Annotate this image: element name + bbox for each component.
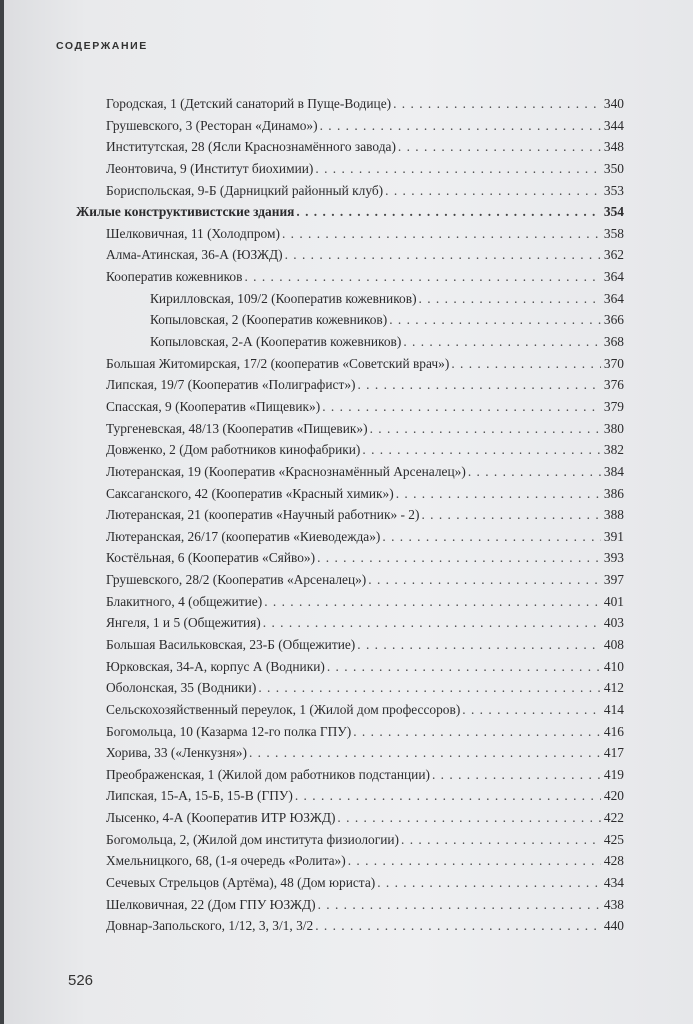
- toc-entry: [106, 397, 624, 417]
- toc-entry-page: 358: [603, 225, 624, 241]
- dot-leader: [389, 310, 601, 330]
- toc-entry: [106, 592, 624, 612]
- toc-entry-title: Большая Житомирская, 17/2 (кооператив «Советский врач»): [106, 355, 450, 371]
- toc-entry-title: Копыловская, 2-А (Кооператив кожевников): [150, 334, 402, 350]
- toc-entry-page: 379: [603, 398, 624, 414]
- toc-entry: [106, 635, 624, 655]
- dot-leader: [322, 397, 601, 417]
- toc-entry: [106, 505, 624, 525]
- toc-entry: [106, 613, 624, 633]
- toc-entry-title: Хмельницкого, 68, (1-я очередь «Ролита»): [106, 853, 346, 869]
- toc-entry-title: Кооператив кожевников: [106, 269, 243, 285]
- toc-entry-page: 417: [603, 745, 624, 761]
- toc-entry-title: Преображенская, 1 (Жилой дом работников подстанции): [106, 766, 430, 782]
- toc-entry-page: 410: [603, 658, 624, 674]
- dot-leader: [370, 419, 601, 439]
- toc-entry-title: Шелковичная, 22 (Дом ГПУ ЮЗЖД): [106, 896, 316, 912]
- toc-entry-page: 422: [603, 810, 624, 826]
- toc-entry-title: Липская, 15-А, 15-Б, 15-В (ГПУ): [106, 788, 293, 804]
- toc-entry: [150, 332, 624, 352]
- dot-leader: [421, 505, 600, 525]
- toc-entry: [106, 354, 624, 374]
- toc-entry-page: 344: [603, 117, 624, 133]
- toc-entry-page: 388: [603, 507, 624, 523]
- toc-entry: [106, 765, 624, 785]
- dot-leader: [244, 267, 600, 287]
- toc-entry: [106, 440, 624, 460]
- toc-entry-title: Лютеранская, 21 (кооператив «Научный работник» - 2): [106, 507, 420, 523]
- toc-entry: [106, 916, 624, 936]
- toc-entry: [106, 484, 624, 504]
- toc-entry-title: Грушевского, 28/2 (Кооператив «Арсеналец»): [106, 572, 367, 588]
- toc-entry-title: Костёльная, 6 (Кооператив «Сяйво»): [106, 550, 316, 566]
- toc-entry: [106, 375, 624, 395]
- toc-entry-title: Бориспольская, 9-Б (Дарницкий районный клуб): [106, 182, 384, 198]
- dot-leader: [382, 527, 601, 547]
- dot-leader: [357, 375, 600, 395]
- dot-leader: [353, 722, 601, 742]
- dot-leader: [317, 548, 601, 568]
- toc-entry: [106, 570, 624, 590]
- toc-entry-page: 384: [603, 463, 624, 479]
- toc-entry-page: 376: [603, 377, 624, 393]
- toc-entry-title: Городская, 1 (Детский санаторий в Пуще-Водице): [106, 96, 392, 111]
- toc-entry: [106, 657, 624, 677]
- toc-entry-page: 348: [603, 139, 624, 155]
- section-title: СОДЕРЖАНИЕ: [56, 40, 148, 52]
- dot-leader: [403, 332, 601, 352]
- toc-entry-page: 412: [603, 680, 624, 696]
- toc-entry: [106, 267, 624, 287]
- toc-entry-title: Сечевых Стрельцов (Артёма), 48 (Дом юриста): [106, 875, 376, 891]
- dot-leader: [295, 786, 601, 806]
- toc-entry-title: Богомольца, 10 (Казарма 12-го полка ГПУ): [106, 723, 352, 739]
- dot-leader: [282, 224, 601, 244]
- toc-entry-title: Юрковская, 34-А, корпус А (Водники): [106, 658, 325, 674]
- toc-entry-page: 386: [603, 485, 624, 501]
- toc-entry: [106, 722, 624, 742]
- toc-entry-title: Леонтовича, 9 (Институт биохимии): [106, 160, 314, 176]
- toc-entry-title: Кирилловская, 109/2 (Кооператив кожевников): [150, 290, 417, 306]
- toc-entry-title: Довнар-Запольского, 1/12, 3, 3/1, 3/2: [106, 918, 314, 934]
- toc-entry: [106, 678, 624, 698]
- toc-entry-title: Институтская, 28 (Ясли Краснознамённого завода): [106, 139, 396, 155]
- toc-entry: [106, 181, 624, 201]
- toc-entry: [76, 202, 624, 222]
- toc-entry-title: Грушевского, 3 (Ресторан «Динамо»): [106, 117, 318, 133]
- toc-entry-page: 370: [603, 355, 624, 371]
- dot-leader: [393, 94, 601, 114]
- toc-entry-page: 364: [603, 269, 624, 285]
- dot-leader: [249, 743, 601, 763]
- dot-leader: [368, 570, 601, 590]
- toc-entry: [106, 873, 624, 893]
- dot-leader: [348, 851, 601, 871]
- toc-entry-title: Шелковичная, 11 (Холодпром): [106, 225, 280, 241]
- toc-entry: [150, 289, 624, 309]
- dot-leader: [432, 765, 601, 785]
- toc-entry-page: 362: [603, 247, 624, 263]
- toc-entry: [106, 419, 624, 439]
- toc-entry-page: 403: [603, 615, 624, 631]
- dot-leader: [258, 678, 601, 698]
- toc-entry-title: Богомольца, 2, (Жилой дом института физиологии): [106, 831, 399, 847]
- dot-leader: [362, 440, 601, 460]
- toc-entry-page: 393: [603, 550, 624, 566]
- toc-entry: [106, 159, 624, 179]
- toc-entry-page: 391: [603, 528, 624, 544]
- toc-entry-page: 350: [603, 160, 624, 176]
- toc-entry-page: 354: [603, 204, 624, 220]
- toc-entry-page: 419: [603, 766, 624, 782]
- dot-leader: [296, 202, 601, 222]
- toc-entry-title: Тургеневская, 48/13 (Кооператив «Пищевик»): [106, 420, 368, 436]
- dot-leader: [468, 462, 601, 482]
- dot-leader: [315, 916, 601, 936]
- toc-entry-page: 401: [603, 593, 624, 609]
- dot-leader: [337, 808, 600, 828]
- toc-entry: [106, 245, 624, 265]
- toc-entry-page: 366: [603, 312, 624, 328]
- dot-leader: [377, 873, 601, 893]
- toc-entry-page: 428: [603, 853, 624, 869]
- toc-entry-page: 440: [603, 918, 624, 934]
- dot-leader: [396, 484, 601, 504]
- dot-leader: [419, 289, 601, 309]
- toc-entry-title: Довженко, 2 (Дом работников кинофабрики): [106, 442, 361, 458]
- toc-entry: [106, 743, 624, 763]
- toc-entry-page: 416: [603, 723, 624, 739]
- toc-entry: [106, 851, 624, 871]
- dot-leader: [398, 137, 601, 157]
- toc-entry-page: 340: [603, 96, 624, 111]
- toc-entry-page: 425: [603, 831, 624, 847]
- toc-entry: [106, 895, 624, 915]
- dot-leader: [263, 613, 601, 633]
- dot-leader: [385, 181, 601, 201]
- toc-entry: [106, 700, 624, 720]
- toc-entry-page: 414: [603, 701, 624, 717]
- toc-entry-title: Лысенко, 4-А (Кооператив ИТР ЮЗЖД): [106, 810, 336, 826]
- toc-entry-title: Лютеранская, 19 (Кооператив «Краснознамённый Арсеналец»): [106, 463, 466, 479]
- toc-entry: [150, 310, 624, 330]
- toc-entry-title: Янгеля, 1 и 5 (Общежития): [106, 615, 261, 631]
- toc-entry: [106, 116, 624, 136]
- toc-entry-page: 438: [603, 896, 624, 912]
- toc-entry: [106, 808, 624, 828]
- toc-entry-title: Хорива, 33 («Ленкузня»): [106, 745, 247, 761]
- toc-entry-title: Блакитного, 4 (общежитие): [106, 593, 263, 609]
- toc-entry: [106, 462, 624, 482]
- toc-entry-title: Копыловская, 2 (Кооператив кожевников): [150, 312, 388, 328]
- toc-entry-title: Оболонская, 35 (Водники): [106, 680, 257, 696]
- toc-entry-page: 368: [603, 334, 624, 350]
- toc-entry-title: Лютеранская, 26/17 (кооператив «Киеводежда»): [106, 528, 381, 544]
- dot-leader: [357, 635, 601, 655]
- dot-leader: [264, 592, 601, 612]
- toc-entry-title: Алма-Атинская, 36-А (ЮЗЖД): [106, 247, 283, 263]
- toc-entry: [106, 527, 624, 547]
- dot-leader: [401, 830, 601, 850]
- dot-leader: [462, 700, 601, 720]
- dot-leader: [327, 657, 601, 677]
- toc-entry-title: Саксаганского, 42 (Кооператив «Красный химик»): [106, 485, 394, 501]
- toc-entry-title: Липская, 19/7 (Кооператив «Полиграфист»): [106, 377, 356, 393]
- toc-entry-page: 397: [603, 572, 624, 588]
- page-number: 526: [68, 972, 94, 989]
- toc-entry-page: 434: [603, 875, 624, 891]
- toc-entry-page: 408: [603, 637, 624, 652]
- book-page: [4, 0, 693, 1024]
- toc-entry: [106, 548, 624, 568]
- toc-entry-page: 420: [603, 788, 624, 804]
- toc-entry: [106, 94, 624, 114]
- toc-entry-title: Спасская, 9 (Кооператив «Пищевик»): [106, 398, 321, 414]
- dot-leader: [318, 895, 601, 915]
- toc-entry: [106, 830, 624, 850]
- dot-leader: [315, 159, 601, 179]
- toc-entry: [106, 137, 624, 157]
- toc-entry: [106, 224, 624, 244]
- toc-entry-page: 364: [603, 290, 624, 306]
- dot-leader: [320, 116, 601, 136]
- toc-entry-title: Большая Васильковская, 23-Б (Общежитие): [106, 637, 356, 652]
- toc-entry: [106, 786, 624, 806]
- toc-entry-title: Сельскохозяйственный переулок, 1 (Жилой дом профессоров): [106, 701, 461, 717]
- dot-leader: [451, 354, 601, 374]
- toc-entry-page: 382: [603, 442, 624, 458]
- toc-entry-page: 353: [603, 182, 624, 198]
- dot-leader: [285, 245, 601, 265]
- toc-entry-page: 380: [603, 420, 624, 436]
- toc-entry-title: Жилые конструктивистские здания: [76, 204, 295, 220]
